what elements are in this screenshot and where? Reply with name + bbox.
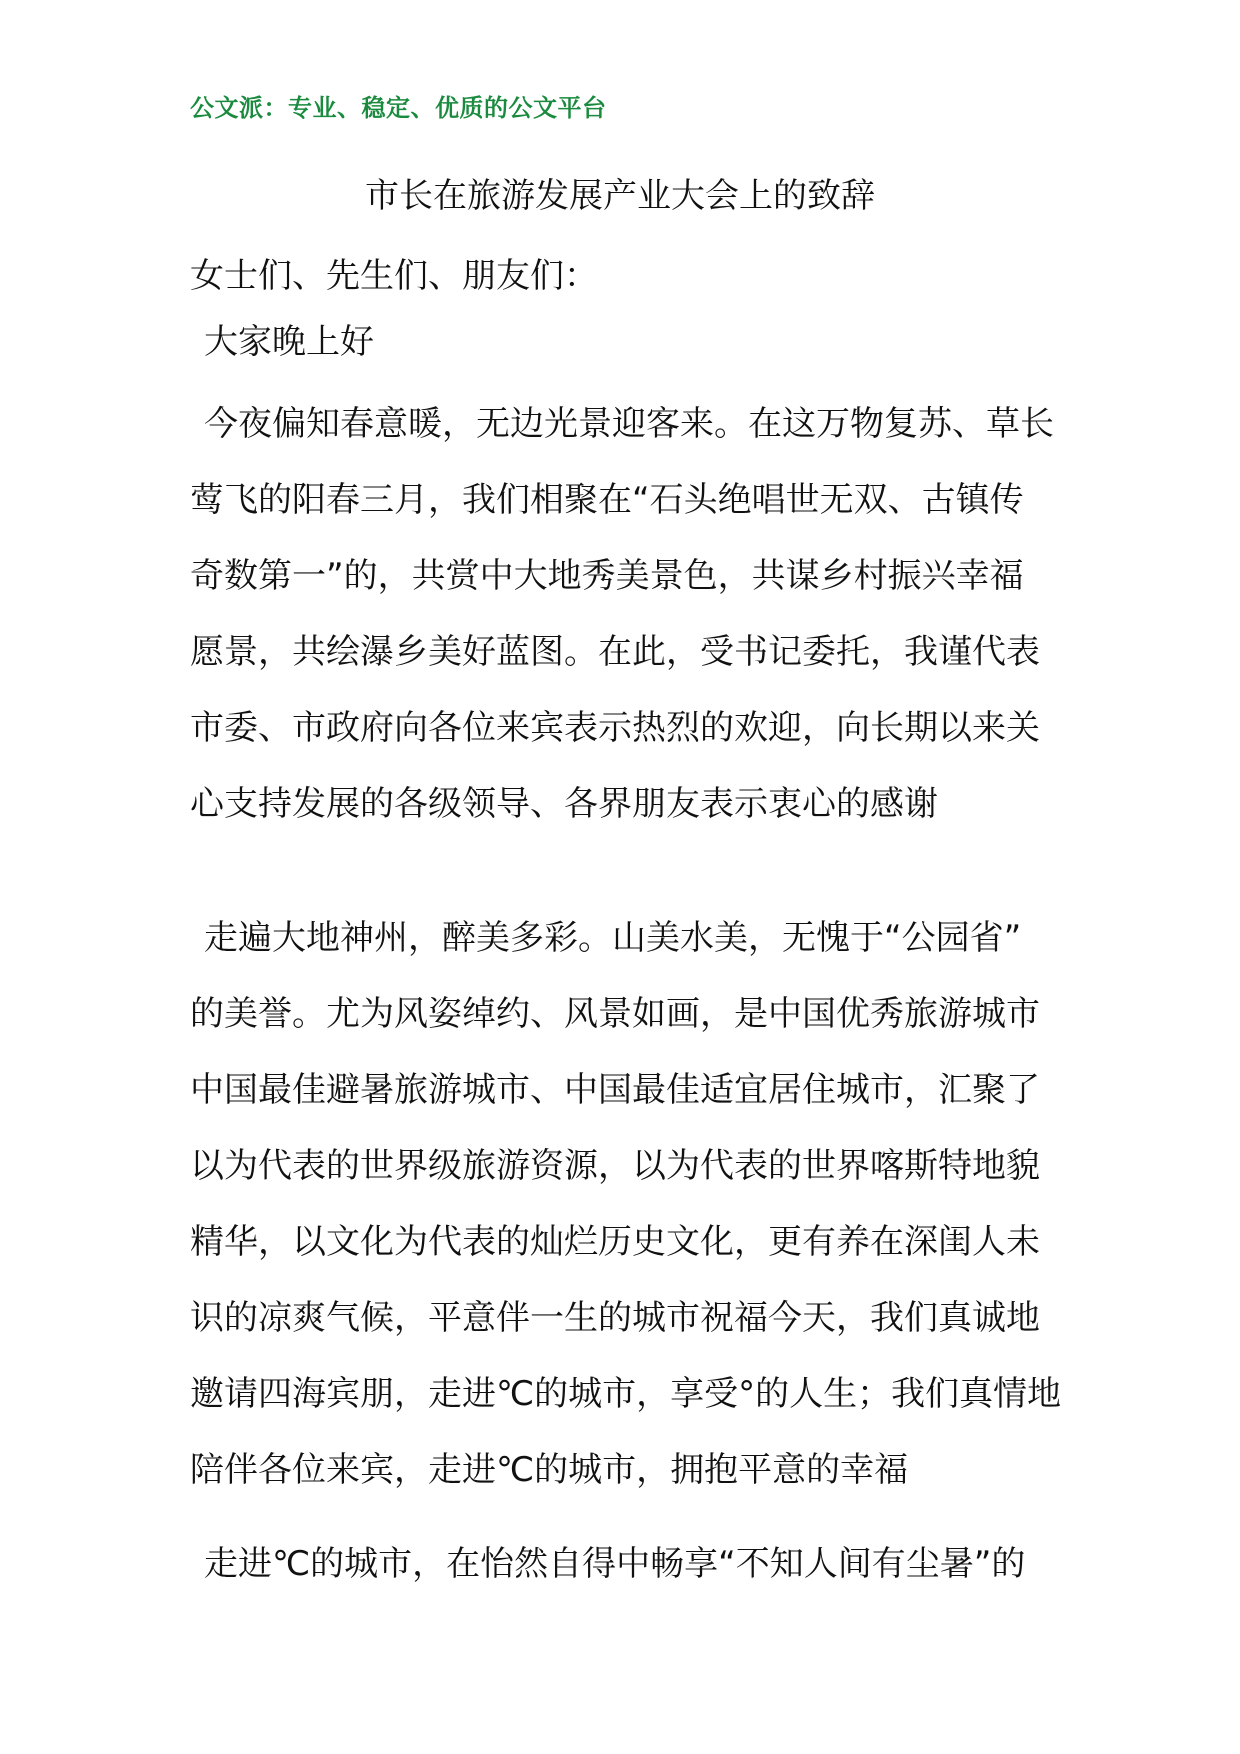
paragraph-1 (190, 386, 1070, 842)
salutation (190, 238, 1070, 314)
paragraph-3 (190, 1526, 1070, 1602)
brand-header: 公文派：专业、稳定、优质的公文平台 (190, 94, 607, 122)
paragraph-2 (190, 900, 1070, 1508)
paragraph-line: 莺飞的阳春三月，我们相聚在“石头绝唱世无双、古镇传 (190, 480, 1024, 520)
paragraph-line: 的美誉。尤为风姿绰约、风景如画，是中国优秀旅游城市 (190, 994, 1040, 1034)
paragraph-line: 邀请四海宾朋，走进℃的城市，享受°的人生；我们真情地 (190, 1374, 1062, 1414)
paragraph-line: 今夜偏知春意暖，无边光景迎客来。在这万物复苏、草长 (204, 404, 1054, 444)
paragraph-line: 市委、市政府向各位来宾表示热烈的欢迎，向长期以来关 (190, 708, 1040, 748)
paragraph-line: 中国最佳避暑旅游城市、中国最佳适宜居住城市，汇聚了 (190, 1070, 1040, 1110)
salutation-text: 女士们、先生们、朋友们： (190, 256, 598, 296)
paragraph-line: 走进℃的城市，在怡然自得中畅享“不知人间有尘暑”的 (204, 1544, 1026, 1584)
document-title: 市长在旅游发展产业大会上的致辞 (365, 176, 875, 216)
greeting-text: 大家晚上好 (204, 322, 374, 362)
paragraph-line: 心支持发展的各级领导、各界朋友表示衷心的感谢 (190, 784, 938, 824)
greeting (190, 304, 1070, 380)
paragraph-line: 走遍大地神州，醉美多彩。山美水美，无愧于“公园省” (204, 918, 1022, 958)
paragraph-line: 陪伴各位来宾，走进℃的城市，拥抱平意的幸福 (190, 1450, 909, 1490)
paragraph-line: 奇数第一”的，共赏中大地秀美景色，共谋乡村振兴幸福 (190, 556, 1024, 596)
paragraph-line: 以为代表的世界级旅游资源，以为代表的世界喀斯特地貌 (190, 1146, 1040, 1186)
paragraph-line: 愿景，共绘瀑乡美好蓝图。在此，受书记委托，我谨代表 (190, 632, 1040, 672)
paragraph-line: 识的凉爽气候，平意伴一生的城市祝福今天，我们真诚地 (190, 1298, 1040, 1338)
paragraph-line: 精华，以文化为代表的灿烂历史文化，更有养在深闺人未 (190, 1222, 1040, 1262)
